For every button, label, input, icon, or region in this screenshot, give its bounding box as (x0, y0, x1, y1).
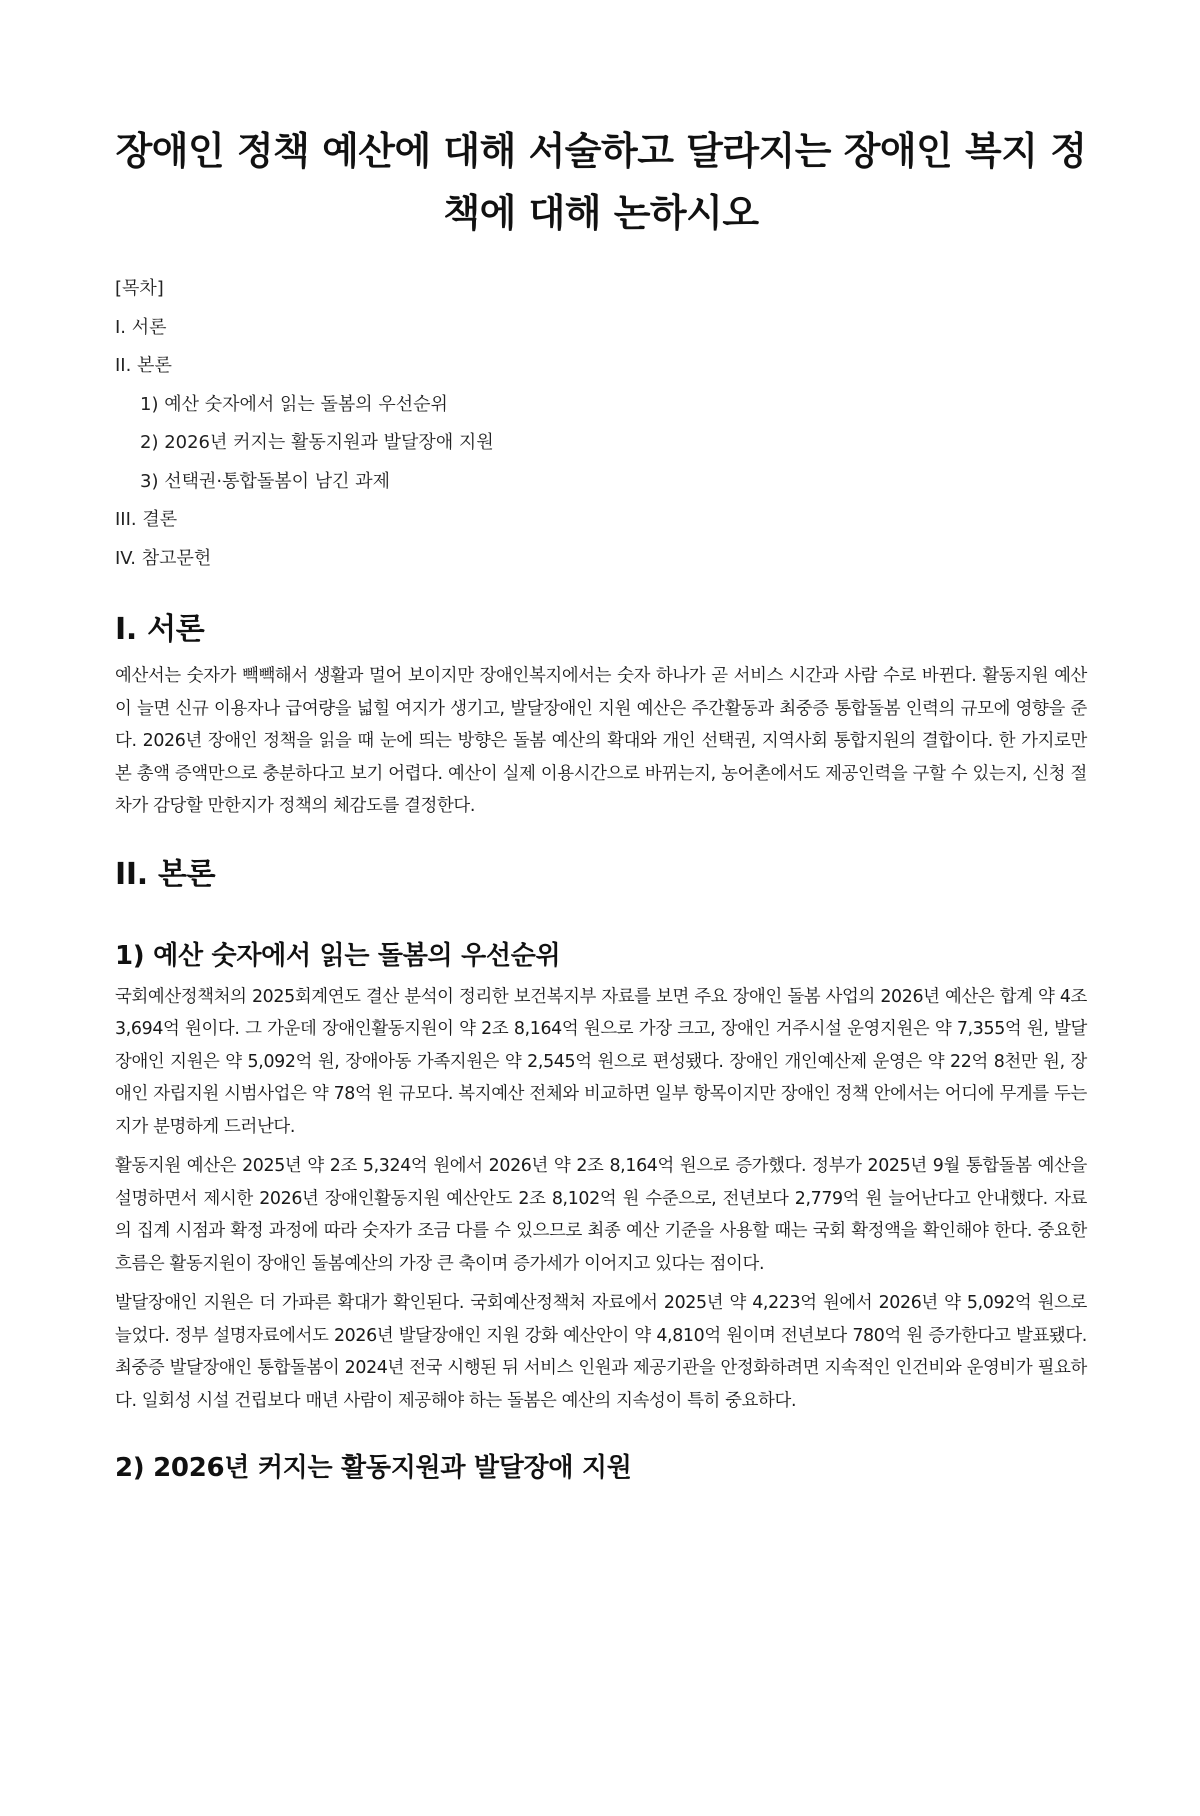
toc-item-conclusion: III. 결론 (115, 509, 178, 530)
section-heading-body: II. 본론 (115, 856, 216, 892)
subsection-heading-activity-support: 2) 2026년 커지는 활동지원과 발달장애 지원 (115, 1453, 632, 1483)
subsection-heading-budget-priority: 1) 예산 숫자에서 읽는 돌봄의 우선순위 (115, 940, 561, 971)
toc-item-body-1: 1) 예산 숫자에서 읽는 돌봄의 우선순위 (140, 393, 448, 415)
section-heading-intro: I. 서론 (115, 612, 205, 647)
toc-item-body: II. 본론 (115, 355, 172, 376)
toc-item-intro: I. 서론 (115, 316, 167, 338)
toc-item-body-2: 2) 2026년 커지는 활동지원과 발달장애 지원 (140, 432, 494, 453)
body-paragraph: 국회예산정책처의 2025회계연도 결산 분석이 정리한 보건복지부 자료를 보면 주요 장애인 돌봄 사업의 2026년 예산은 합계 약 4조 3,694억 원이다. 그 가운데 장애인활동지원이 약 2조 8,164억 원으로 가장 크고, 장애인 거주시설 운영지원은 약 7,355억 원, 발달장애인 지원은 약 5,092억 원, 장애아동 가족지원은 약 2,545억 원으로 편성됐다. 장애인 개인예산제 운영은 약 22억 8천만 원, 장애인 자립지원 시범사업은 약 78억 원 규모다. 복지예산 전체와 비교하면 일부 항목이지만 장애인 정책 안에서는 어디에 무게를 두는지가 분명하게 드러난다. (115, 986, 1087, 1137)
table-of-contents (115, 270, 1087, 578)
toc-item-body-3: 3) 선택권·통합돌봄이 남긴 과제 (140, 470, 391, 492)
body-paragraph: 활동지원 예산은 2025년 약 2조 5,324억 원에서 2026년 약 2조 8,164억 원으로 증가했다. 정부가 2025년 9월 통합돌봄 예산을 설명하면서 제시한 2026년 장애인활동지원 예산안도 2조 8,102억 원 수준으로, 전년보다 2,779억 원 늘어난다고 안내했다. 자료의 집계 시점과 확정 과정에 따라 숫자가 조금 다를 수 있으므로 최종 예산 기준을 사용할 때는 국회 확정액을 확인해야 한다. 중요한 흐름은 활동지원이 장애인 돌봄예산의 가장 큰 축이며 증가세가 이어지고 있다는 점이다. (115, 1156, 1087, 1274)
document-title: 장애인 정책 예산에 대해 서술하고 달라지는 장애인 복지 정책에 대해 논하시오 (115, 129, 1087, 235)
toc-heading: [목차] (115, 278, 164, 299)
intro-paragraph: 예산서는 숫자가 빽빽해서 생활과 멀어 보이지만 장애인복지에서는 숫자 하나가 곧 서비스 시간과 사람 수로 바뀐다. 활동지원 예산이 늘면 신규 이용자나 급여량을 넓힐 여지가 생기고, 발달장애인 지원 예산은 주간활동과 최중증 통합돌봄 인력의 규모에 영향을 준다. 2026년 장애인 정책을 읽을 때 눈에 띄는 방향은 돌봄 예산의 확대와 개인 선택권, 지역사회 통합지원의 결합이다. 한 가지로만 본 총액 증액만으로 충분하다고 보기 어렵다. 예산이 실제 이용시간으로 바뀌는지, 농어촌에서도 제공인력을 구할 수 있는지, 신청 절차가 감당할 만한지가 정책의 체감도를 결정한다. (115, 666, 1087, 816)
body-paragraph: 발달장애인 지원은 더 가파른 확대가 확인된다. 국회예산정책처 자료에서 2025년 약 4,223억 원에서 2026년 약 5,092억 원으로 늘었다. 정부 설명자료에서도 2026년 발달장애인 지원 강화 예산안이 약 4,810억 원이며 전년보다 780억 원 증가한다고 발표됐다. 최중증 발달장애인 통합돌봄이 2024년 전국 시행된 뒤 서비스 인원과 제공기관을 안정화하려면 지속적인 인건비와 운영비가 필요하다. 일회성 시설 건립보다 매년 사람이 제공해야 하는 돌봄은 예산의 지속성이 특히 중요하다. (115, 1293, 1087, 1411)
document-page (0, 120, 1200, 1816)
toc-item-references: IV. 참고문헌 (115, 547, 212, 569)
